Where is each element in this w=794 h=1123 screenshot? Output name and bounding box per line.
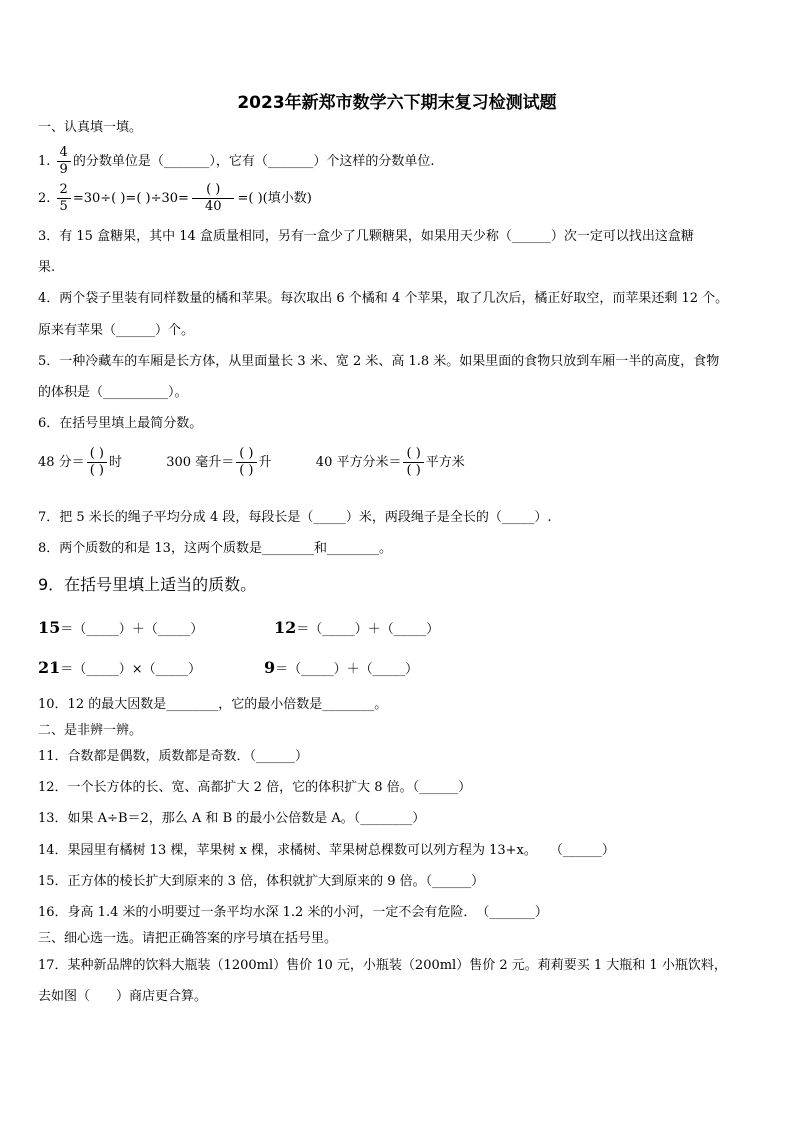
question-9-row-1: [38, 619, 439, 639]
question-text: =30÷( )=( )÷30=: [72, 191, 189, 206]
section-heading-1: 一、认真填一填。: [38, 120, 143, 135]
question-number: 2.: [38, 191, 51, 206]
question-8: 8．两个质数的和是 13，这两个质数是________和________。: [38, 541, 392, 556]
target-number: 15: [38, 618, 61, 637]
fraction-denominator: ( ): [406, 463, 421, 478]
fraction-denominator: 40: [204, 199, 222, 214]
fraction-numerator: ( ): [192, 182, 234, 199]
fraction: [191, 182, 236, 215]
question-number: 1.: [38, 154, 51, 169]
item-unit: 平方米: [425, 455, 465, 470]
fraction-denominator: ( ): [89, 463, 104, 478]
question-12: 12．一个长方体的长、宽、高都扩大 2 倍，它的体积扩大 8 倍。（______）: [38, 780, 472, 795]
question-6: 6．在括号里填上最简分数。: [38, 416, 203, 431]
fraction-numerator: 4: [57, 145, 71, 162]
prime-expression: ＝（_____）＋（_____）: [60, 622, 204, 637]
conversion-item: [315, 446, 465, 478]
prime-item: [38, 659, 264, 679]
section-heading-2: 二、是非辨一辨。: [38, 723, 143, 738]
question-16: 16．身高 1.4 米的小明要过一条平均水深 1.2 米的小河，一定不会有危险． （_______）: [38, 905, 548, 920]
fraction-denominator: 5: [59, 199, 68, 214]
question-17-line-1: 17．某种新品牌的饮料大瓶装（1200ml）售价 10 元，小瓶装（200ml）售价 2 元。莉莉要买 1 大瓶和 1 小瓶饮料，: [38, 958, 727, 973]
prime-expression: ＝（_____）×（_____）: [60, 662, 202, 677]
question-14: 14．果园里有橘树 13 棵，苹果树 x 棵，求橘树、苹果树总棵数可以列方程为 13+x。 （______）: [38, 843, 615, 858]
fraction-numerator: ( ): [236, 446, 256, 463]
question-13: 13．如果 A÷B＝2，那么 A 和 B 的最小公倍数是 A。（________）: [38, 811, 426, 826]
fraction: [57, 182, 71, 215]
question-4-line-2: 原来有苹果（______）个。: [38, 323, 195, 338]
question-3-line-1: 3．有 15 盒糖果，其中 14 盒质量相同，另有一盒少了几颗糖果，如果用天少称（______）次一定可以找出这盒糖: [38, 229, 694, 244]
prime-expression: ＝（_____）＋（_____）: [296, 622, 440, 637]
question-text: 的分数单位是（_______），它有（_______）个这样的分数单位.: [72, 154, 435, 169]
prime-item: [38, 619, 274, 639]
question-1: [38, 145, 434, 178]
item-left: 300 毫升＝: [166, 455, 235, 470]
fraction-numerator: ( ): [87, 446, 107, 463]
fraction: [87, 446, 107, 479]
conversion-item: [166, 446, 275, 478]
question-10: 10．12 的最大因数是________，它的最小倍数是________。: [38, 697, 388, 712]
item-left: 40 平方分米＝: [315, 455, 402, 470]
question-6-items: [38, 446, 465, 479]
question-4-line-1: 4．两个袋子里装有同样数量的橘和苹果。每次取出 6 个橘和 4 个苹果，取了几次后，橘正好取空，而苹果还剩 12 个。: [38, 291, 729, 306]
item-unit: 时: [108, 455, 122, 470]
fraction: [403, 446, 423, 479]
question-5-line-2: 的体积是（__________）。: [38, 385, 188, 400]
prime-item: [274, 618, 440, 637]
fraction-numerator: ( ): [403, 446, 423, 463]
fraction-numerator: 2: [57, 182, 71, 199]
conversion-item: [38, 446, 126, 478]
item-left: 48 分＝: [38, 455, 85, 470]
target-number: 12: [274, 618, 297, 637]
fraction-denominator: ( ): [239, 463, 254, 478]
question-9-row-2: [38, 659, 418, 679]
prime-expression: ＝（_____）＋（_____）: [275, 662, 419, 677]
target-number: 9: [264, 658, 276, 677]
question-5-line-1: 5．一种冷藏车的车厢是长方体，从里面量长 3 米、宽 2 米、高 1.8 米。如果里面的食物只放到车厢一半的高度，食物: [38, 354, 720, 369]
page-title: 2023年新郑市数学六下期末复习检测试题: [237, 93, 557, 113]
question-9: 9．在括号里填上适当的质数。: [38, 575, 257, 594]
question-15: 15．正方体的棱长扩大到原来的 3 倍，体积就扩大到原来的 9 倍。（______）: [38, 874, 485, 889]
section-heading-3: 三、细心选一选。请把正确答案的序号填在括号里。: [38, 931, 338, 946]
target-number: 21: [38, 658, 61, 677]
question-11: 11．合数都是偶数，质数都是奇数．（______）: [38, 749, 309, 764]
question-3-line-2: 果.: [38, 260, 56, 275]
question-7: 7．把 5 米长的绳子平均分成 4 段，每段长是（_____）米，两段绳子是全长的（_____）.: [38, 510, 552, 525]
question-17-line-2: 去如图（ ）商店更合算。: [38, 989, 208, 1004]
question-2: [38, 182, 312, 215]
fraction: [236, 446, 256, 479]
question-text: =( )(填小数): [237, 191, 312, 206]
fraction: [57, 145, 71, 178]
fraction-denominator: 9: [59, 162, 68, 177]
item-unit: 升: [258, 455, 272, 470]
prime-item: [264, 658, 419, 677]
